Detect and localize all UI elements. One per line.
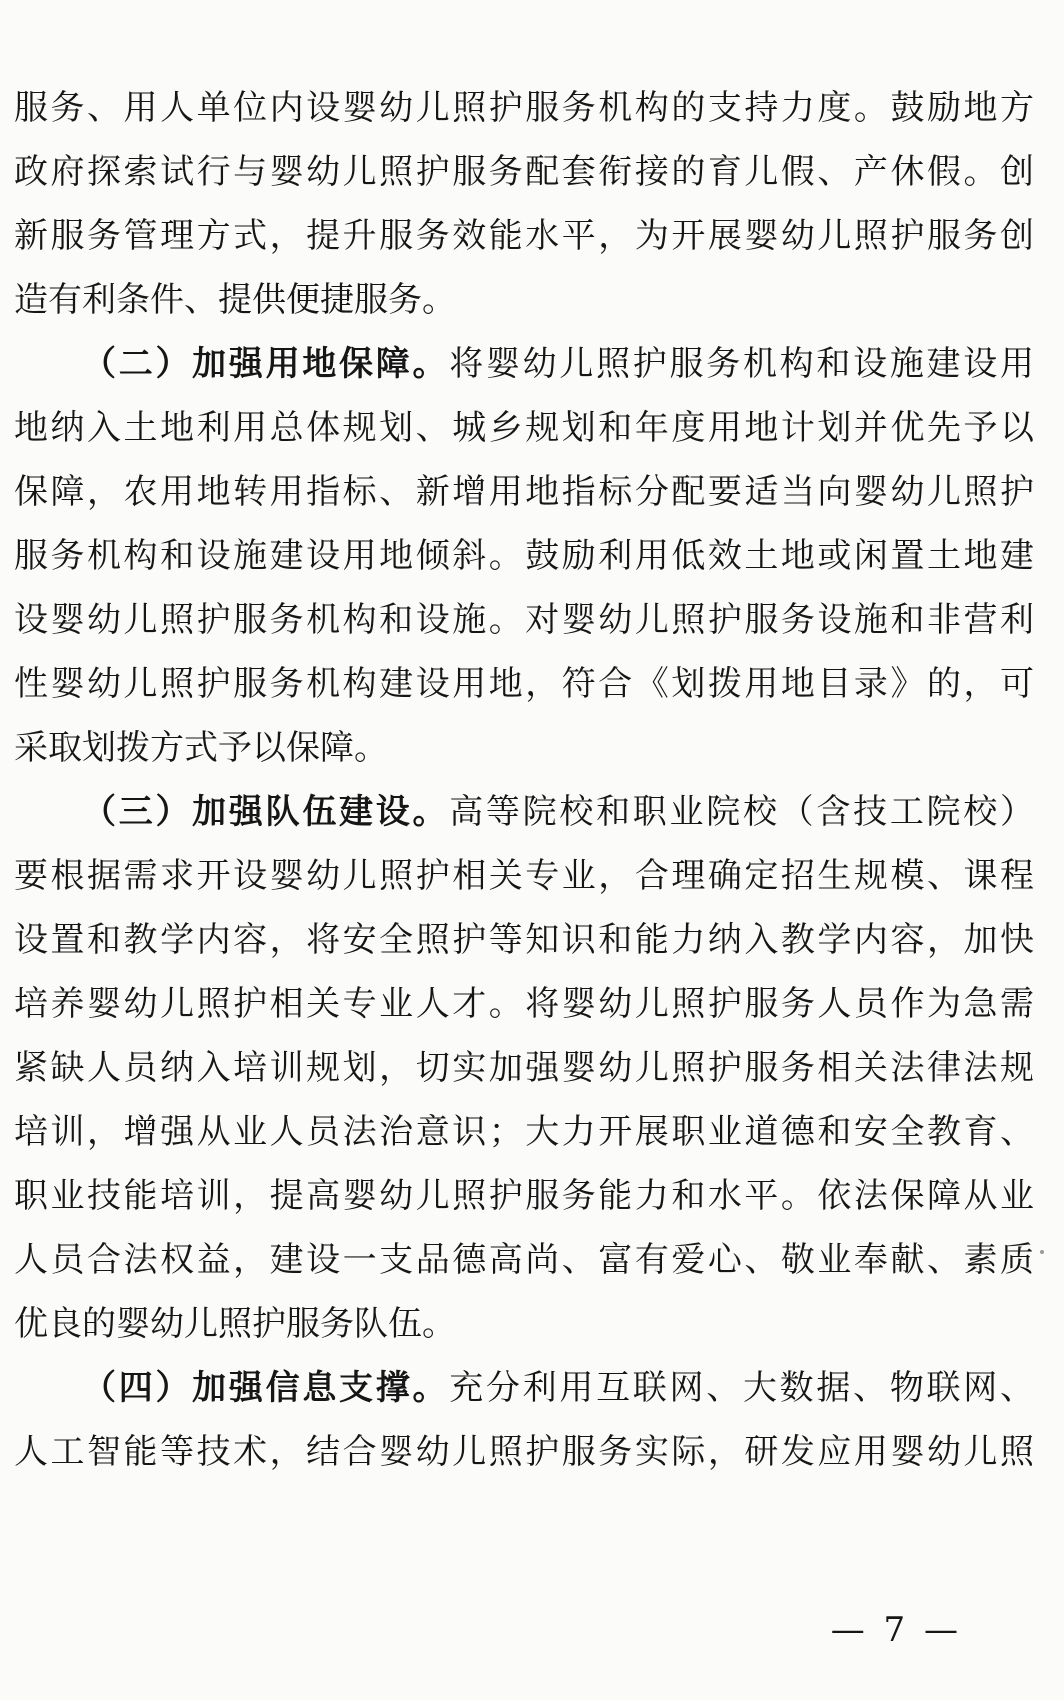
paragraph-4-line-1 [82, 1368, 1034, 1408]
paragraph-3-line-1 [82, 792, 1034, 832]
paragraph-4-line-2: 人工智能等技术，结合婴幼儿照护服务实际，研发应用婴幼儿照 [14, 1432, 1034, 1472]
paragraph-3-line-1-text: 高等院校和职业院校（含技工院校） [449, 792, 1035, 832]
paragraph-2-heading: （二）加强用地保障。 [82, 344, 450, 384]
paragraph-4-line-1-text: 充分利用互联网、大数据、物联网、 [449, 1368, 1035, 1408]
paragraph-1-line-4: 造有利条件、提供便捷服务。 [14, 280, 456, 320]
paragraph-3-line-5: 紧缺人员纳入培训规划，切实加强婴幼儿照护服务相关法律法规 [14, 1048, 1034, 1088]
paragraph-2-line-1 [82, 344, 1034, 384]
paragraph-4-heading: （四）加强信息支撑。 [82, 1368, 450, 1408]
paragraph-2-line-2: 地纳入土地利用总体规划、城乡规划和年度用地计划并优先予以 [14, 408, 1034, 448]
paragraph-3-line-4: 培养婴幼儿照护相关专业人才。将婴幼儿照护服务人员作为急需 [14, 984, 1034, 1024]
paragraph-1-line-1: 服务、用人单位内设婴幼儿照护服务机构的支持力度。鼓励地方 [14, 88, 1034, 128]
paragraph-2-line-3: 保障，农用地转用指标、新增用地指标分配要适当向婴幼儿照护 [14, 472, 1034, 512]
page-number: — 7 — [830, 1610, 962, 1650]
paragraph-2-line-4: 服务机构和设施建设用地倾斜。鼓励利用低效土地或闲置土地建 [14, 536, 1034, 576]
paragraph-3-line-3: 设置和教学内容，将安全照护等知识和能力纳入教学内容，加快 [14, 920, 1034, 960]
paragraph-2-line-7: 采取划拨方式予以保障。 [14, 728, 388, 768]
paragraph-3-line-9: 优良的婴幼儿照护服务队伍。 [14, 1304, 456, 1344]
paragraph-2-line-5: 设婴幼儿照护服务机构和设施。对婴幼儿照护服务设施和非营利 [14, 600, 1034, 640]
paragraph-2-line-6: 性婴幼儿照护服务机构建设用地，符合《划拨用地目录》的，可 [14, 664, 1034, 704]
scan-speck [1040, 1250, 1044, 1254]
paragraph-2-line-1-text: 将婴幼儿照护服务机构和设施建设用 [449, 344, 1035, 384]
paragraph-3-line-7: 职业技能培训，提高婴幼儿照护服务能力和水平。依法保障从业 [14, 1176, 1034, 1216]
paragraph-1-line-3: 新服务管理方式，提升服务效能水平，为开展婴幼儿照护服务创 [14, 216, 1034, 256]
paragraph-3-line-6: 培训，增强从业人员法治意识；大力开展职业道德和安全教育、 [14, 1112, 1034, 1152]
paragraph-3-line-8: 人员合法权益，建设一支品德高尚、富有爱心、敬业奉献、素质 [14, 1240, 1034, 1280]
paragraph-1-line-2: 政府探索试行与婴幼儿照护服务配套衔接的育儿假、产休假。创 [14, 152, 1034, 192]
paragraph-3-line-2: 要根据需求开设婴幼儿照护相关专业，合理确定招生规模、课程 [14, 856, 1034, 896]
paragraph-3-heading: （三）加强队伍建设。 [82, 792, 450, 832]
